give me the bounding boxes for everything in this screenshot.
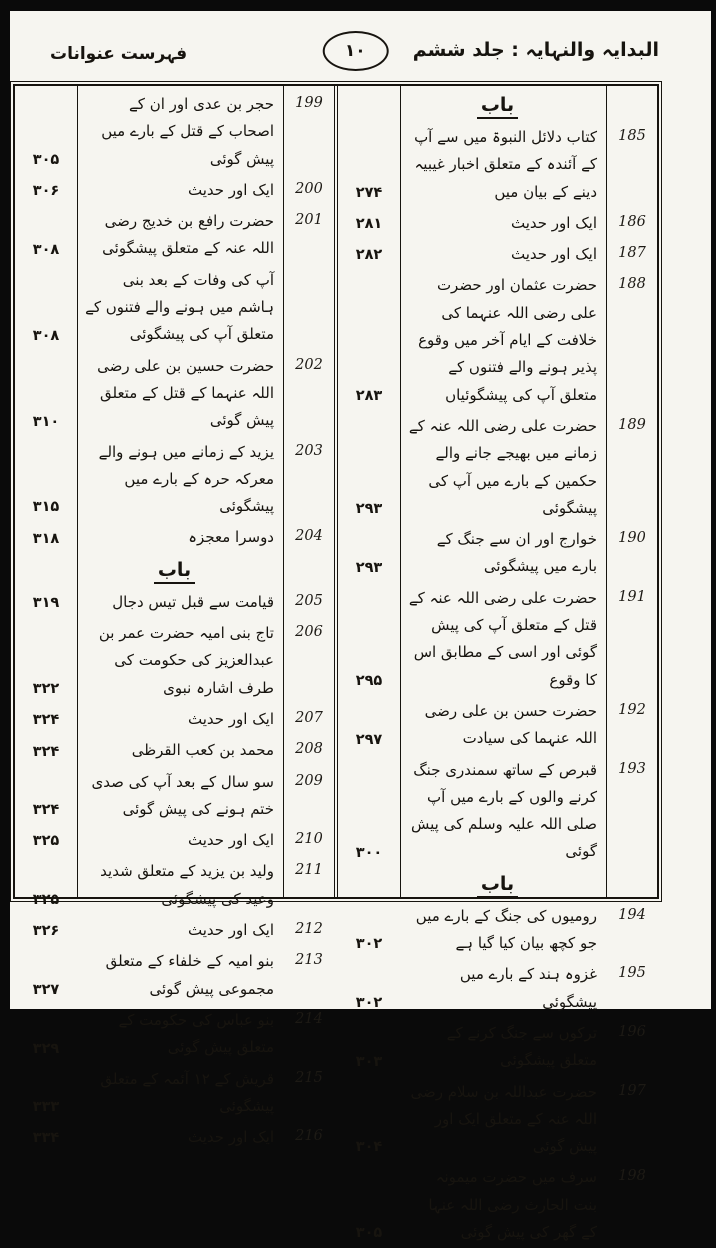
entry-serial-number: 209: [295, 772, 323, 789]
entry-title: حضرت حسین بن علی رضی اللہ عنہما کے قتل کے متعلق پیش گوئی: [97, 356, 274, 430]
entry-page-number: ۲۹۳: [355, 559, 383, 576]
toc-entry: [15, 946, 334, 1005]
toc-entry: [15, 767, 334, 826]
entry-serial-number: 197: [618, 1082, 646, 1099]
chapter-heading-label: باب: [477, 873, 518, 898]
entry-page-number: ۲۹۷: [355, 731, 383, 748]
toc-column-right: [337, 86, 657, 1242]
entry-serial-number: 203: [295, 442, 323, 459]
entry-serial-number: 188: [618, 276, 646, 293]
page-number: ۱۰: [344, 41, 366, 61]
entry-serial-number: 208: [295, 741, 323, 758]
entry-page-number: ۳۰۲: [355, 994, 383, 1011]
entry-title: رومیوں کی جنگ کے بارے میں جو کچھ بیان کیا گیا ہے: [415, 906, 597, 953]
entry-title: حضرت علی رضی اللہ عنہ کے قتل کے متعلق آپ کی پیش گوئی اور اسی کے مطابق اس کا وقوع: [408, 588, 597, 689]
entry-serial-number: 187: [618, 245, 646, 262]
entry-serial-number: 201: [295, 212, 323, 229]
toc-entry: [15, 735, 334, 766]
toc-entry: [338, 1077, 657, 1163]
toc-entry: [15, 587, 334, 618]
entry-serial-number: 198: [618, 1168, 646, 1185]
entry-page-number: ۳۲۵: [32, 892, 60, 909]
chapter-heading: [15, 554, 334, 587]
page-header: [10, 25, 711, 77]
entry-page-number: ۳۲۴: [32, 712, 60, 729]
entry-page-number: ۳۲۵: [32, 833, 60, 850]
entry-serial-number: 193: [618, 760, 646, 777]
entry-page-number: ۳۲۹: [32, 1040, 60, 1057]
entry-page-number: ۳۲۴: [32, 743, 60, 760]
entry-title: حضرت رافع بن خدیج رضی اللہ عنہ کے متعلق پیشگوئی: [102, 212, 274, 258]
entry-serial-number: 205: [295, 592, 323, 609]
entry-title: ایک اور حدیث: [187, 831, 274, 850]
entry-page-number: ۳۳۴: [32, 1130, 60, 1147]
entry-title: سو سال کے بعد آپ کی صدی ختم ہونے کی پیش گوئی: [91, 772, 274, 818]
entry-page-number: ۳۰۲: [355, 936, 383, 953]
toc-entry: [338, 411, 657, 524]
entry-serial-number: 211: [295, 862, 323, 879]
entry-title: تاج بنی امیہ حضرت عمر بن عبدالعزیز کی حکومت کی طرف اشارہ نبوی: [98, 624, 274, 697]
entry-page-number: ۳۰۶: [32, 183, 60, 200]
entry-title: حضرت حسن بن علی رضی اللہ عنہما کی سیادت: [424, 701, 597, 748]
entry-title: قریش کے ۱۲ آئمہ کے متعلق پیشگوئی: [100, 1069, 274, 1115]
toc-entry: [15, 1122, 334, 1153]
entry-serial-number: 190: [618, 530, 646, 547]
entry-serial-number: 206: [295, 624, 323, 641]
toc-label: فہرست عنوانات: [50, 44, 188, 64]
entry-serial-number: 207: [295, 709, 323, 726]
entry-page-number: ۲۸۳: [355, 387, 383, 404]
entry-page-number: ۲۹۳: [355, 501, 383, 518]
entry-serial-number: 199: [295, 95, 323, 111]
entry-title: قیامت سے قبل تیس دجال: [112, 592, 274, 611]
toc-entry: [15, 437, 334, 523]
entry-serial-number: 185: [618, 128, 646, 144]
chapter-heading-label: باب: [154, 559, 195, 584]
entry-title: آپ کی وفات کے بعد بنی ہاشم میں ہونے والے فتنوں کے متعلق آپ کی پیشگوئی: [85, 270, 274, 344]
toc-rows: [15, 89, 334, 1153]
entry-title: ایک اور حدیث: [187, 709, 274, 728]
toc-entry: [338, 208, 657, 239]
entry-page-number: ۲۸۲: [355, 247, 383, 264]
entry-serial-number: 196: [618, 1023, 646, 1040]
entry-title: ایک اور حدیث: [510, 245, 597, 264]
entry-title: حضرت عبداللہ بن سلام رضی اللہ عنہ کے متعلق ایک اور پیش گوئی: [410, 1082, 597, 1156]
toc-column-left: [15, 86, 335, 1147]
entry-page-number: ۲۹۵: [355, 672, 383, 689]
entry-title: ایک اور حدیث: [187, 921, 274, 940]
scan-border-top: [0, 0, 716, 11]
entry-page-number: ۳۰۰: [355, 844, 383, 861]
entry-title: خوارج اور ان سے جنگ کے بارے میں پیشگوئی: [436, 530, 597, 576]
entry-serial-number: 189: [618, 416, 646, 433]
entry-title: ایک اور حدیث: [187, 1128, 274, 1147]
entry-title: قبرص کے ساتھ سمندری جنگ کرنے والوں کے بارے میں آپ صلی اللہ علیہ وسلم کی پیش گوئی: [411, 760, 597, 861]
entry-page-number: ۳۱۰: [32, 413, 60, 430]
toc-entry: [15, 1005, 334, 1064]
entry-page-number: ۳۲۴: [32, 802, 60, 819]
entry-page-number: ۳۰۸: [32, 327, 60, 344]
entry-page-number: ۳۳۳: [32, 1099, 60, 1116]
entry-title: ایک اور حدیث: [510, 213, 597, 232]
book-title: البدایہ والنہایہ : جلد ششم: [412, 39, 659, 61]
chapter-heading-label: باب: [477, 94, 518, 119]
toc-entry: [15, 1064, 334, 1123]
chapter-heading: [338, 89, 657, 122]
toc-entry: [15, 704, 334, 735]
entry-serial-number: 204: [295, 528, 323, 545]
entry-serial-number: 186: [618, 213, 646, 230]
entry-page-number: ۳۲۶: [32, 923, 60, 940]
toc-entry: [15, 351, 334, 437]
scan-border-right: [711, 0, 716, 1024]
entry-serial-number: 200: [295, 180, 323, 197]
entry-page-number: ۳۰۵: [32, 151, 60, 168]
entry-page-number: ۳۱۹: [32, 595, 60, 612]
toc-entry: [338, 270, 657, 410]
page: [10, 11, 711, 1242]
toc-entry: [15, 856, 334, 915]
entry-serial-number: 202: [295, 356, 323, 373]
toc-rows: [338, 89, 657, 1248]
toc-entry: [338, 524, 657, 583]
entry-page-number: ۳۱۵: [32, 499, 60, 516]
entry-title: حضرت علی رضی اللہ عنہ کے زمانے میں بھیجے جانے والے حکمین کے بارے میں آپ کی پیشگوئی: [408, 416, 597, 517]
entry-serial-number: 213: [295, 952, 323, 969]
toc-entry: [338, 583, 657, 696]
toc-entry: [15, 175, 334, 206]
scan-border-left: [0, 0, 10, 1024]
toc-entry: [338, 696, 657, 755]
entry-title: ایک اور حدیث: [187, 180, 274, 199]
entry-serial-number: 191: [618, 588, 646, 605]
entry-title: ولید بن یزید کے متعلق شدید وعید کی پیشگوئی: [100, 862, 274, 908]
toc-entry: [338, 959, 657, 1018]
toc-entry: [15, 265, 334, 351]
entry-title: کتاب دلائل النبوۃ میں سے آپ کے آئندہ کے متعلق اخبار غیبیہ دینے کے بیان میں: [414, 128, 597, 201]
entry-serial-number: 192: [618, 701, 646, 718]
entry-page-number: ۳۰۸: [32, 241, 60, 258]
toc-entry: [15, 89, 334, 175]
entry-serial-number: [284, 265, 334, 271]
toc-entry: [338, 1162, 657, 1248]
entry-page-number: ۲۷۴: [355, 184, 383, 201]
toc-table: [13, 84, 659, 1242]
toc-entry: [15, 825, 334, 856]
entry-serial-number: 216: [295, 1128, 323, 1145]
entry-page-number: ۳۰۵: [355, 1225, 383, 1242]
chapter-heading: [338, 868, 657, 901]
entry-serial-number: 194: [618, 906, 646, 923]
entry-page-number: ۲۸۱: [355, 216, 383, 233]
entry-page-number: ۳۱۸: [32, 530, 60, 547]
toc-entry: [338, 122, 657, 208]
entry-title: دوسرا معجزہ: [188, 528, 274, 547]
entry-title: بنو عباس کی حکومت کے متعلق پیش گوئی: [118, 1010, 274, 1057]
entry-title: حجر بن عدی اور ان کے اصحاب کے قتل کے بارے میں پیش گوئی: [101, 95, 274, 168]
entry-page-number: ۳۲۷: [32, 981, 60, 998]
entry-page-number: ۳۰۳: [355, 1053, 383, 1070]
entry-title: سرف میں حضرت میمونہ بنت الحارث رضی اللہ عنہا کے گھر کی پیش گوئی: [428, 1168, 597, 1241]
toc-entry: [338, 755, 657, 868]
entry-page-number: ۳۰۴: [355, 1139, 383, 1156]
toc-entry: [15, 522, 334, 553]
page-number-oval: [322, 31, 388, 71]
toc-entry: [15, 206, 334, 265]
entry-serial-number: 195: [618, 965, 646, 982]
entry-title: یزید کے زمانے میں ہونے والے معرکہ حرہ کے بارے میں پیشگوئی: [98, 442, 274, 516]
entry-title: محمد بن کعب القرظی: [131, 741, 274, 760]
toc-entry: [15, 618, 334, 704]
entry-title: ترکوں سے جنگ کرنے کے متعلق پیشگوئی: [446, 1023, 597, 1070]
entry-title: حضرت عثمان اور حضرت علی رضی اللہ عنہما کی خلافت کے ایام آخر میں وقوع پذیر ہونے والے فتنوں کے متعلق آپ کی پیشگوئیاں: [418, 276, 597, 404]
entry-serial-number: 210: [295, 831, 323, 848]
toc-entry: [338, 901, 657, 960]
entry-title: بنو امیہ کے خلفاء کے متعلق مجموعی پیش گوئی: [105, 952, 274, 998]
entry-page-number: ۳۲۲: [32, 680, 60, 697]
entry-serial-number: 215: [295, 1069, 323, 1086]
toc-entry: [338, 239, 657, 270]
toc-entry: [15, 915, 334, 946]
entry-serial-number: 214: [295, 1010, 323, 1027]
entry-serial-number: 212: [295, 921, 323, 938]
entry-title: غزوہ ہند کے بارے میں پیشگوئی: [459, 965, 597, 1011]
toc-entry: [338, 1018, 657, 1077]
